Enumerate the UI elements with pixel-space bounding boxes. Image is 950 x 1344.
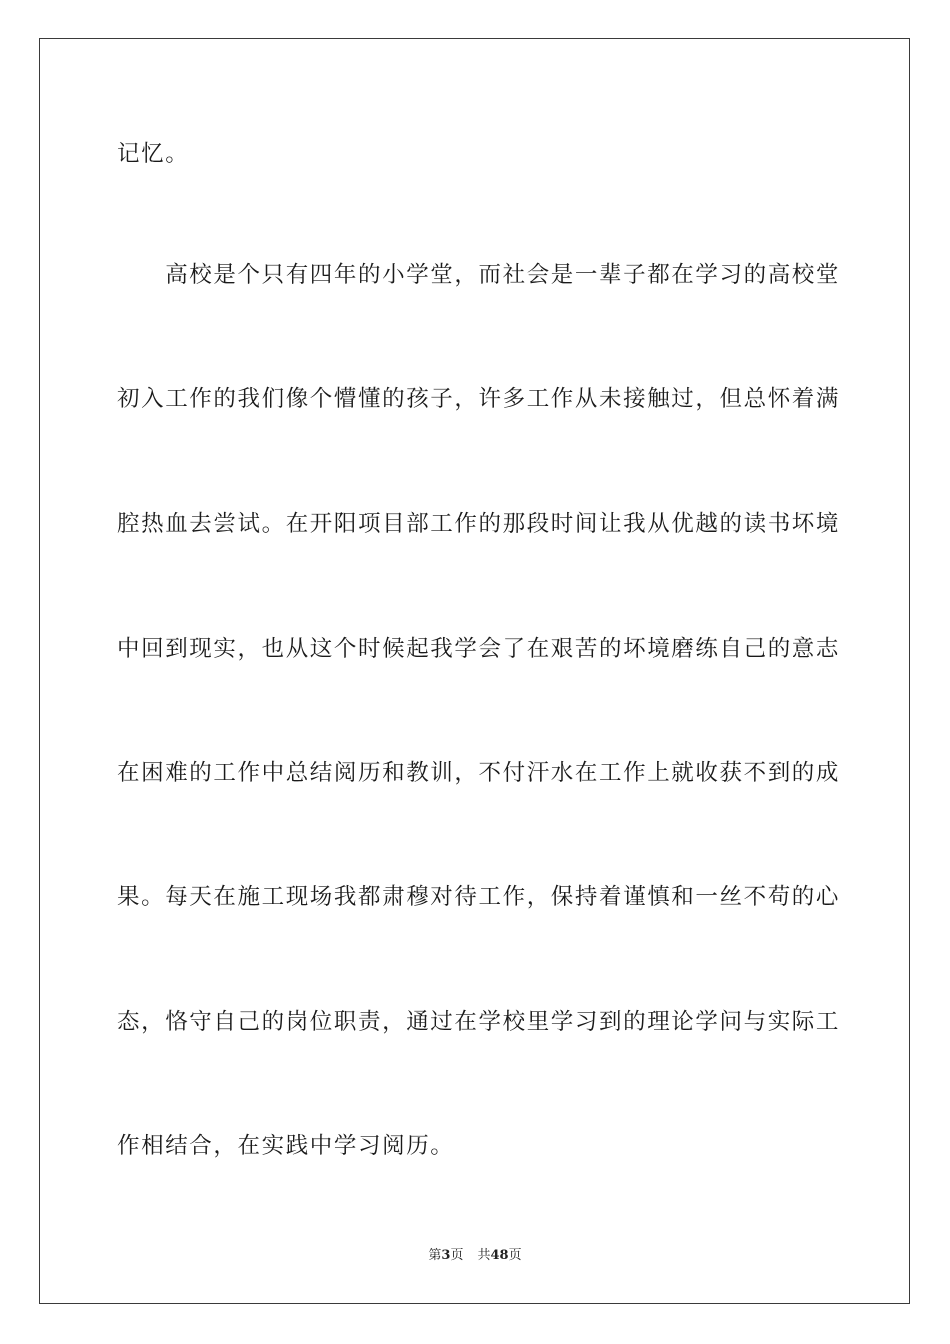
body-line-7: 果。每天在施工现场我都肃穆对待工作，保持着谨慎和一丝不苟的心 [117, 884, 841, 910]
page-current-number: 3 [441, 1248, 451, 1263]
body-line-6: 在困难的工作中总结阅历和教训，不付汗水在工作上就收获不到的成 [117, 760, 841, 786]
body-line-5: 中回到现实，也从这个时候起我学会了在艰苦的坏境磨练自己的意志 [117, 636, 841, 662]
body-line-9: 作相结合，在实践中学习阅历。 [117, 1133, 455, 1159]
page-footer [0, 1247, 950, 1265]
body-line-4: 腔热血去尝试。在开阳项目部工作的那段时间让我从优越的读书坏境 [117, 511, 841, 537]
total-suffix: 页 [508, 1248, 522, 1263]
page-total-number: 48 [490, 1248, 509, 1263]
page-border [39, 38, 910, 1304]
page-suffix: 页 [450, 1248, 464, 1263]
body-line-3: 初入工作的我们像个懵懂的孩子，许多工作从未接触过，但总怀着满 [117, 386, 841, 412]
page-prefix: 第 [428, 1248, 442, 1263]
body-line-8: 态，恪守自己的岗位职责，通过在学校里学习到的理论学问与实际工 [117, 1009, 841, 1035]
body-line-1: 记忆。 [117, 141, 190, 167]
body-line-2: 高校是个只有四年的小学堂，而社会是一辈子都在学习的高校堂 [117, 262, 841, 288]
total-prefix: 共 [477, 1248, 491, 1263]
